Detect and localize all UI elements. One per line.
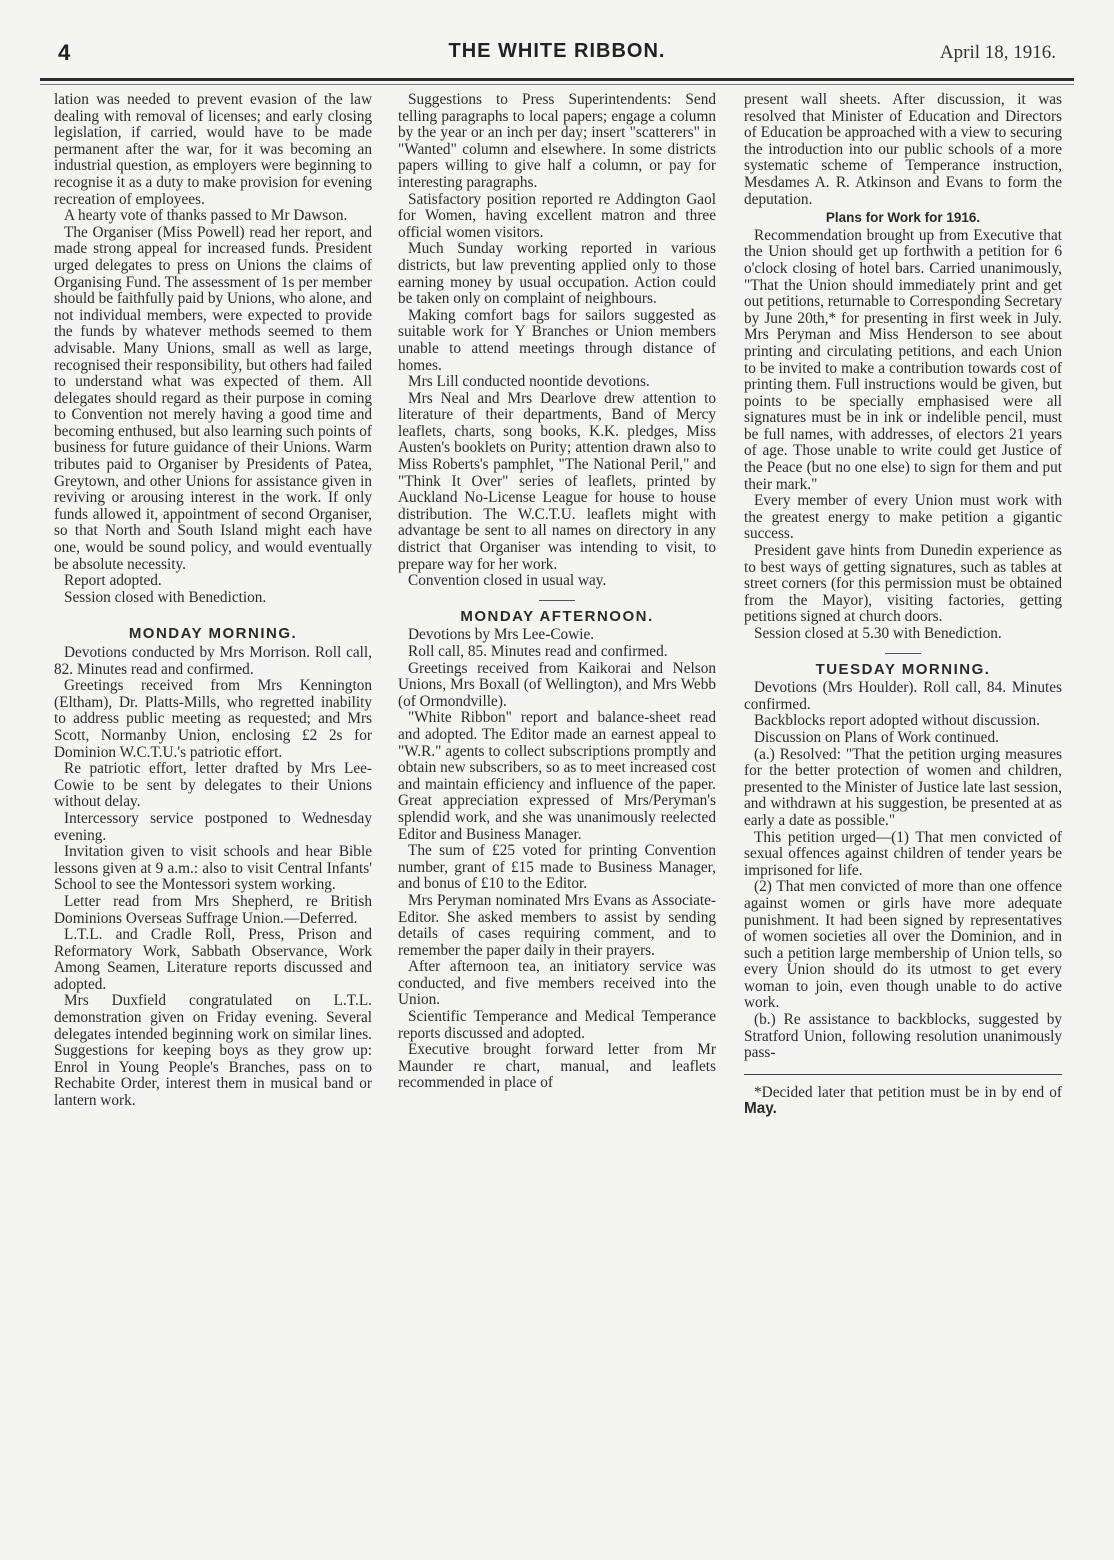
paragraph: Mrs Neal and Mrs Dearlove drew attention to literature of their departments, Band of Mercy leaflets, charts, song books, K.K. pledges, Miss Austen's booklets on Purity; attention drawn also to Miss Roberts's pamphlet, "The National Peril," and "Think It Over" series of leaflets, printed by Auckland No-License League for house to house distribution. The W.C.T.U. leaflets might with advantage be sent to all names on directory in any district that Organiser was intending to visit, to prepare way for her work.: [398, 389, 716, 573]
paragraph: This petition urged—(1) That men convicted of sexual offences against children of tender years be imprisoned for life.: [744, 828, 1062, 879]
paragraph: Satisfactory position reported re Addington Gaol for Women, having excellent matron and three official women visitors.: [398, 190, 716, 241]
paragraph: Roll call, 85. Minutes read and confirmed.: [408, 643, 668, 660]
paragraph: Greetings received from Kaikorai and Nelson Unions, Mrs Boxall (of Wellington), and Mrs Webb (of Ormondville).: [398, 659, 716, 710]
paragraph: (a.) Resolved: "That the petition urging measures for the better protection of women and children, presented to the Minister of Justice late last session, and withdrawn at his suggestion, be presented at as early a date as possible.": [744, 745, 1062, 829]
paragraph: Greetings received from Mrs Kennington (Eltham), Dr. Platts-Mills, who regretted inability to address public meeting as requested; and Mrs Scott, Normanby Union, enclosing £2 2s for Dominion W.C.T.U.'s patriotic effort.: [54, 677, 372, 761]
paragraph: Devotions by Mrs Lee-Cowie.: [408, 626, 595, 644]
paragraph: Convention closed in usual way.: [408, 572, 607, 590]
paragraph: After afternoon tea, an initiatory service was conducted, and five members received into the Union.: [398, 958, 716, 1009]
header-rule: [40, 78, 1074, 81]
section-heading-plans: Plans for Work for 1916.: [825, 210, 981, 226]
section-heading-tuesday-morning: TUESDAY MORNING.: [815, 660, 991, 678]
section-heading-monday-morning: MONDAY MORNING.: [128, 625, 298, 643]
paragraph: Much Sunday working reported in various districts, but law preventing applied only to those earning money by usual occupation. Action could be taken only on complaint of neighbours.: [398, 240, 716, 308]
paragraph: Intercessory service postponed to Wednesday evening.: [54, 809, 372, 844]
paragraph: lation was needed to prevent evasion of the law dealing with removal of licenses; and early closing legislation, if carried, would have to be made permanent after the war, for it was becoming an industrial question, as employers were beginning to recognise it as a duty to make provision for evening recreation of employees.: [54, 91, 372, 208]
footnote-bold: May.: [744, 1100, 777, 1118]
issue-date: April 18, 1916.: [939, 42, 1056, 63]
paragraph: "White Ribbon" report and balance-sheet read and adopted. The Editor made an earnest appeal to "W.R." agents to collect subscriptions promptly and obtain new subscribers, so as to meet increased cost and maintain efficiency and influence of the paper. Great appreciation expressed of Mrs/Peryman's splendid work, and she was unanimously reelected Editor and Business Manager.: [398, 709, 716, 843]
section-heading-monday-afternoon: MONDAY AFTERNOON.: [460, 607, 654, 625]
paragraph: Invitation given to visit schools and hear Bible lessons given at 9 a.m.: also to visit Central Infants' School to see the Montessori system working.: [54, 843, 372, 894]
paragraph: Mrs Peryman nominated Mrs Evans as Associate-Editor. She asked members to assist by sending details of cases requiring comment, and to remember the paper daily in their prayers.: [398, 891, 716, 959]
section-divider: [539, 600, 575, 601]
section-divider: [885, 653, 921, 654]
column-3: [744, 92, 1062, 1118]
paragraph: Backblocks report adopted without discussion.: [754, 712, 1040, 730]
column-2: [398, 92, 716, 1092]
paragraph: The sum of £25 voted for printing Convention number, grant of £15 made to Business Manager, and bonus of £10 to the Editor.: [398, 842, 716, 893]
paragraph: Recommendation brought up from Executive that the Union should get up forthwith a petition for 6 o'clock closing of hotel bars. Carried unanimously, "That the Union should immediately print and get out petitions, returnable to Corresponding Secretary by June 20th,* for presenting in first week in July. Mrs Peryman and Miss Henderson to see about printing and circulating petitions, and each Union to be invited to make a contribution towards cost of printing them. Full instructions would be given, but points to be specially emphasised were all signatures must be in ink or indelible pencil, must be full names, with addresses, of electors 21 years of age. Those unable to write could get Justice of the Peace (but no one else) to sign for them and put their mark.": [744, 226, 1062, 493]
paragraph: Session closed with Benediction.: [64, 588, 267, 606]
paragraph: Devotions conducted by Mrs Morrison. Roll call, 82. Minutes read and confirmed.: [54, 644, 372, 678]
paragraph: Re patriotic effort, letter drafted by Mrs Lee-Cowie to be sent by delegates to their Unions without delay.: [54, 760, 372, 811]
paragraph: Letter read from Mrs Shepherd, re British Dominions Overseas Suffrage Union.—Deferred.: [54, 892, 372, 927]
page-number: 4: [58, 40, 71, 65]
paragraph: The Organiser (Miss Powell) read her report, and made strong appeal for increased funds. President urged delegates to press on Unions the claims of Organising Fund. The assessment of 1s per member should be faithfully paid by Unions, who alone, and not individual members, were expected to provide the funds by whatever methods seemed to them advisable. Many Unions, small as well as large, recognised their responsibility, but others had failed to understand what was expected of them. All delegates should regard as their purpose in coming to Convention not merely having a good time and becoming enthused, but also learning such points of business for future guidance of their Unions. Warm tributes paid to Organiser by Presidents of Patea, Greytown, and other Unions for assistance given in reviving or arousing interest in the work. If only funds allowed it, appointment of second Organiser, so that North and South Island might each have one, would be sound policy, and would eventually be absolute necessity.: [54, 223, 372, 573]
paragraph: L.T.L. and Cradle Roll, Press, Prison and Reformatory Work, Sabbath Observance, Work Among Seamen, Literature reports discussed and adopted.: [54, 926, 372, 993]
paper-title: THE WHITE RIBBON.: [448, 40, 666, 62]
paragraph: Scientific Temperance and Medical Temperance reports discussed and adopted.: [398, 1008, 716, 1042]
paragraph: President gave hints from Dunedin experience as to best ways of getting signatures, such as tables at street corners (for this permission must be obtained from the Mayor), visiting factories, getting petitions signed at church doors.: [744, 542, 1062, 626]
footnote-rule: [744, 1074, 1062, 1075]
column-1: [54, 92, 372, 1110]
paragraph: (b.) Re assistance to backblocks, suggested by Stratford Union, following resolution unanimously pass-: [744, 1011, 1062, 1062]
paragraph: present wall sheets. After discussion, it was resolved that Minister of Education and Directors of Education be approached with a view to securing the introduction into our public schools of a more systematic scheme of Temperance instruction, Mesdames A. R. Atkinson and Evans to form the deputation.: [744, 91, 1062, 208]
paragraph: (2) That men convicted of more than one offence against women or girls have more adequate punishment. It had been signed by representatives of women societies all over the Dominion, and in such a petition large membership of Union tells, so every Union should do its utmost to get every woman to join, even though unable to do active work.: [744, 878, 1062, 1012]
masthead: [50, 38, 1064, 70]
paragraph: Devotions (Mrs Houlder). Roll call, 84. Minutes confirmed.: [744, 679, 1062, 713]
header-rule-thin: [40, 84, 1074, 85]
paragraph: Every member of every Union must work with the greatest energy to make petition a gigantic success.: [744, 492, 1062, 543]
paragraph: A hearty vote of thanks passed to Mr Dawson.: [64, 207, 348, 225]
footnote-text: *Decided later that petition must be in by end of: [754, 1083, 1062, 1101]
paragraph: Making comfort bags for sailors suggested as suitable work for Y Branches or Union members unable to attend meetings through distance of homes.: [398, 306, 716, 374]
paragraph: Mrs Duxfield congratulated on L.T.L. demonstration given on Friday evening. Several delegates intended beginning work on similar lines. Suggestions for keeping boys as they grow up: Enrol in Young People's Branches, pass on to Rechabite Order, interest them in musical band or lantern work.: [54, 992, 372, 1110]
paragraph: Executive brought forward letter from Mr Maunder re chart, manual, and leaflets recommended in place of: [398, 1041, 716, 1092]
paragraph: Suggestions to Press Superintendents: Send telling paragraphs to local papers; engage a column by the year or an inch per day; insert "scatterers" in "Wanted" column and elsewhere. In some districts papers willing to give half a column, or pay for interesting paragraphs.: [398, 91, 716, 191]
footnote: [744, 1085, 1062, 1118]
paragraph: Report adopted.: [64, 572, 162, 590]
paragraph: Session closed at 5.30 with Benediction.: [754, 625, 1002, 642]
paragraph: Mrs Lill conducted noontide devotions.: [408, 373, 650, 391]
paragraph: Discussion on Plans of Work continued.: [754, 728, 999, 746]
